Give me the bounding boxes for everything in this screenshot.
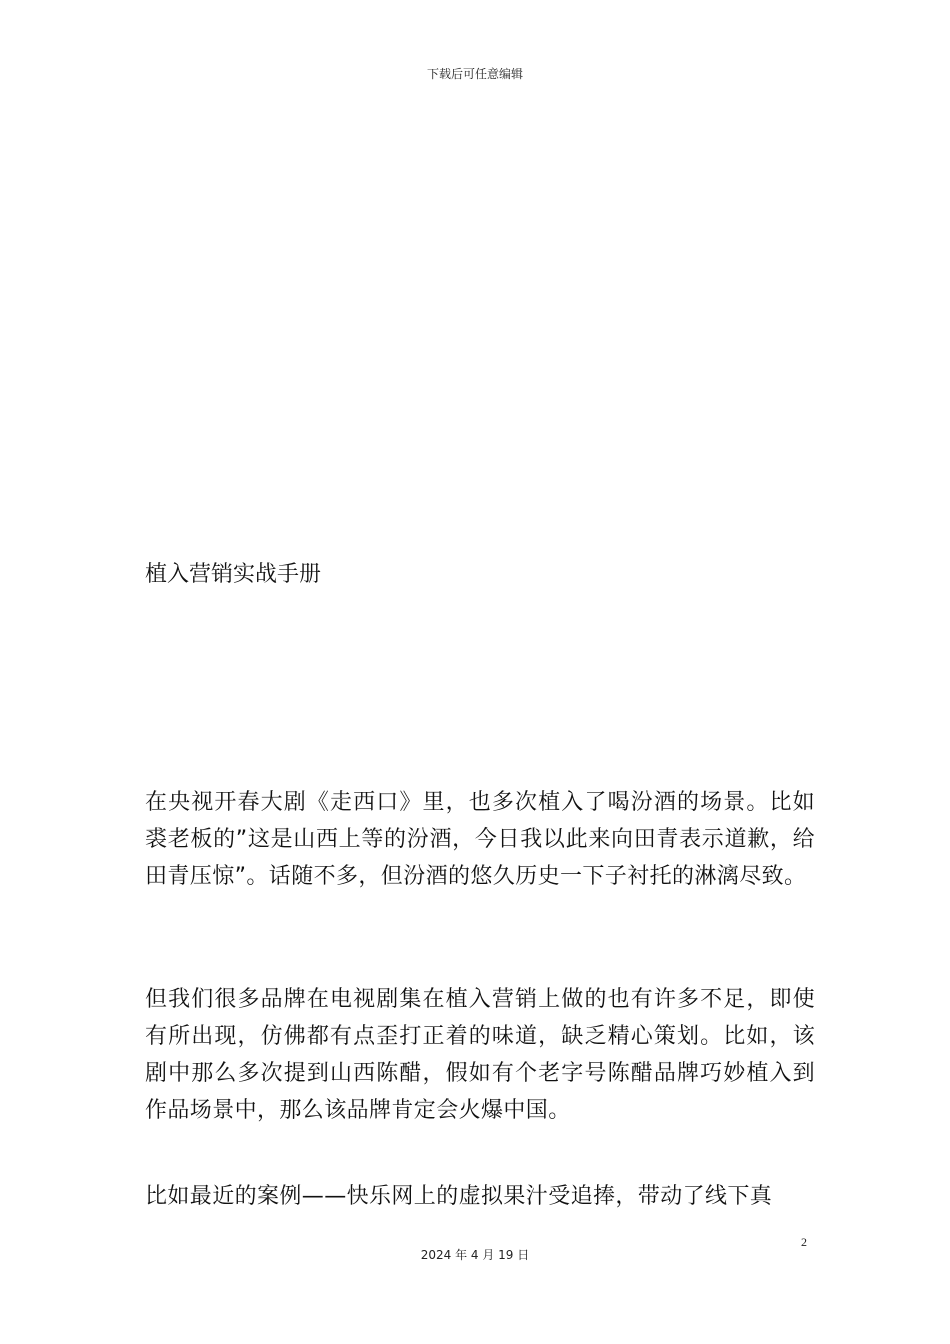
body-paragraph-2: 但我们很多品牌在电视剧集在植入营销上做的也有许多不足，即使有所出现，仿佛都有点歪打正着的味道，缺乏精心策划。比如，该剧中那么多次提到山西陈醋，假如有个老字号陈醋品牌巧妙植入到作品场景中，那么该品牌肯定会火爆中国。	[145, 987, 815, 1123]
page-header-note: 下载后可任意编辑	[426, 67, 523, 81]
page-number: 2	[801, 1235, 807, 1249]
body-paragraph-3: 比如最近的案例——快乐网上的虚拟果汁受追捧，带动了线下真	[145, 1184, 773, 1209]
body-paragraph-1: 在央视开春大剧《走西口》里，也多次植入了喝汾酒的场景。比如裘老板的”这是山西上等的汾酒，今日我以此来向田青表示道歉，给田青压惊”。话随不多，但汾酒的悠久历史一下子衬托的淋漓尽致。	[145, 790, 815, 889]
document-title: 植入营销实战手册	[145, 562, 322, 587]
footer-date: 2024 年 4 月 19 日	[420, 1248, 530, 1262]
